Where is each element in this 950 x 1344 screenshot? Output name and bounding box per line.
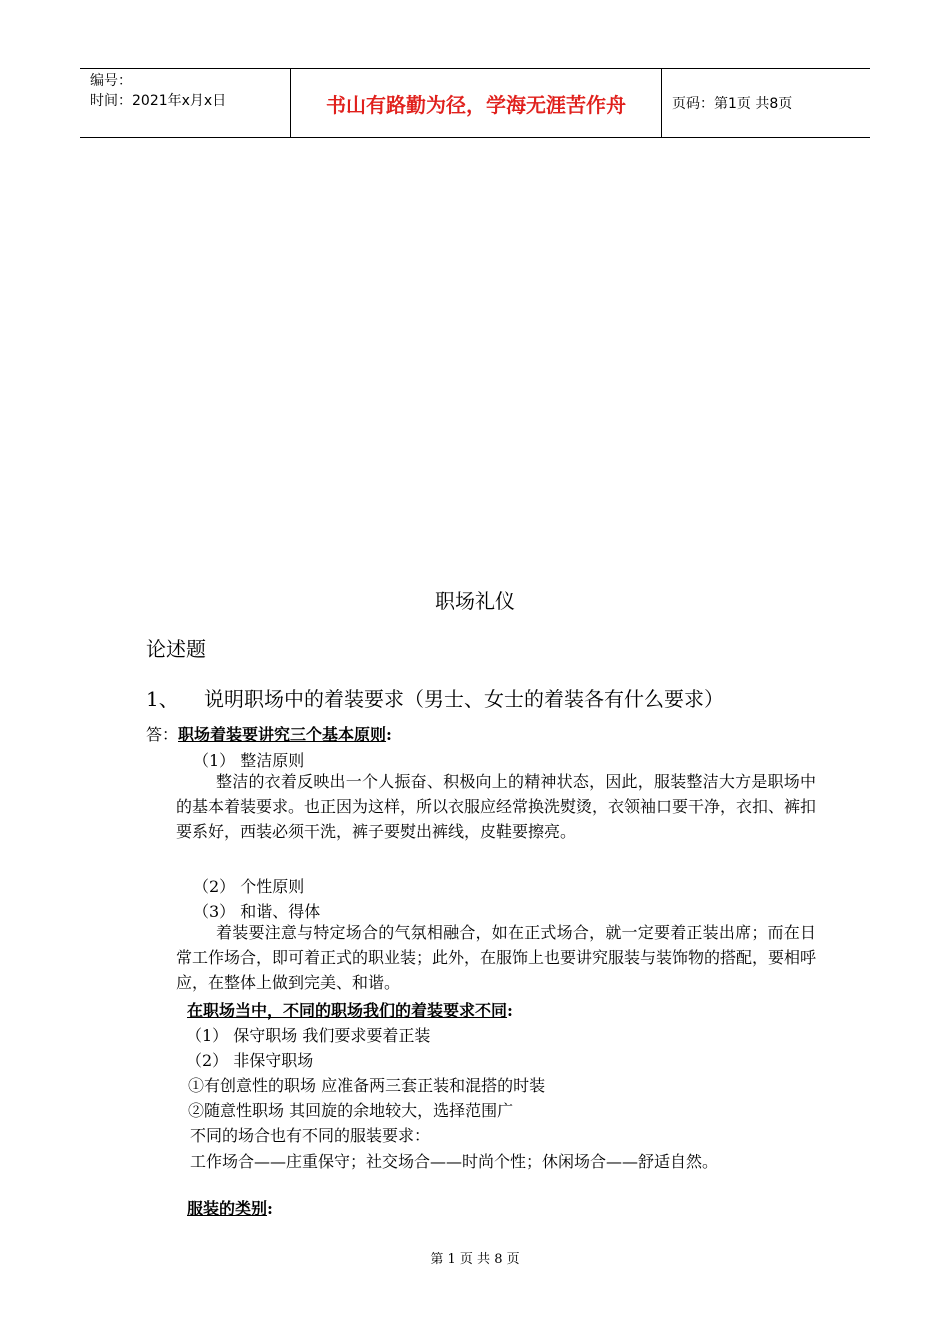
- heading-2-colon: :: [507, 1001, 513, 1020]
- question-text: 说明职场中的着装要求（男士、女士的着装各有什么要求）: [204, 687, 724, 711]
- heading-3: [187, 1196, 273, 1219]
- answer-heading-text: 职场着装要讲究三个基本原则: [178, 725, 387, 744]
- occasion-list: 工作场合——庄重保守；社交场合——时尚个性；休闲场合——舒适自然。: [190, 1152, 719, 1171]
- workplace-sub-2: ②随意性职场 其回旋的余地较大，选择范围广: [188, 1101, 514, 1120]
- workplace-item-1: （1） 保守职场 我们要求要着正装: [186, 1026, 431, 1045]
- principle-3-text: 着装要注意与特定场合的气氛相融合，如在正式场合，就一定要着正装出席；而在日常工作场合，即可着正式的职业装；此外，在服饰上也要讲究服装与装饰物的搭配，要相呼应，在整体上做到完美、和谐。: [176, 923, 817, 992]
- number-label: 编号：: [90, 73, 132, 89]
- principle-1-text: 整洁的衣着反映出一个人振奋、积极向上的精神状态，因此，服装整洁大方是职场中的基本着装要求。也正因为这样，所以衣服应经常换洗熨烫，衣领袖口要干净，衣扣、裤扣要系好，西装必须干洗，裤子要熨出裤线，皮鞋要擦亮。: [176, 772, 817, 841]
- workplace-item-2: （2） 非保守职场: [186, 1051, 314, 1070]
- heading-2: [187, 998, 513, 1021]
- time-label: 时间：2021年x月x日: [90, 93, 227, 109]
- section-title: 论述题: [146, 637, 206, 661]
- header-motto: 书山有路勤为径，学海无涯苦作舟: [290, 69, 662, 137]
- page-header: [80, 68, 870, 138]
- answer-prefix: 答：: [146, 725, 179, 744]
- answer-heading: [146, 722, 392, 745]
- principle-2-title: （2） 个性原则: [193, 877, 305, 896]
- header-page-label: 页码：第1页 共8页: [672, 96, 793, 112]
- header-meta: [80, 69, 290, 137]
- doc-title: 职场礼仪: [435, 589, 515, 613]
- workplace-sub-1: ①有创意性的职场 应准备两三套正装和混搭的时装: [188, 1076, 546, 1095]
- question-number: 1、: [146, 687, 179, 711]
- principle-1-title: （1） 整洁原则: [193, 751, 305, 770]
- occasion-intro: 不同的场合也有不同的服装要求：: [190, 1126, 431, 1145]
- heading-3-colon: :: [267, 1199, 273, 1218]
- heading-2-text: 在职场当中，不同的职场我们的着装要求不同: [187, 1001, 508, 1020]
- heading-3-text: 服装的类别: [187, 1199, 268, 1218]
- question: [146, 683, 724, 712]
- page-footer: 第 1 页 共 8 页: [430, 1252, 520, 1267]
- principle-3-title: （3） 和谐、得体: [193, 902, 321, 921]
- answer-heading-colon: :: [386, 725, 392, 744]
